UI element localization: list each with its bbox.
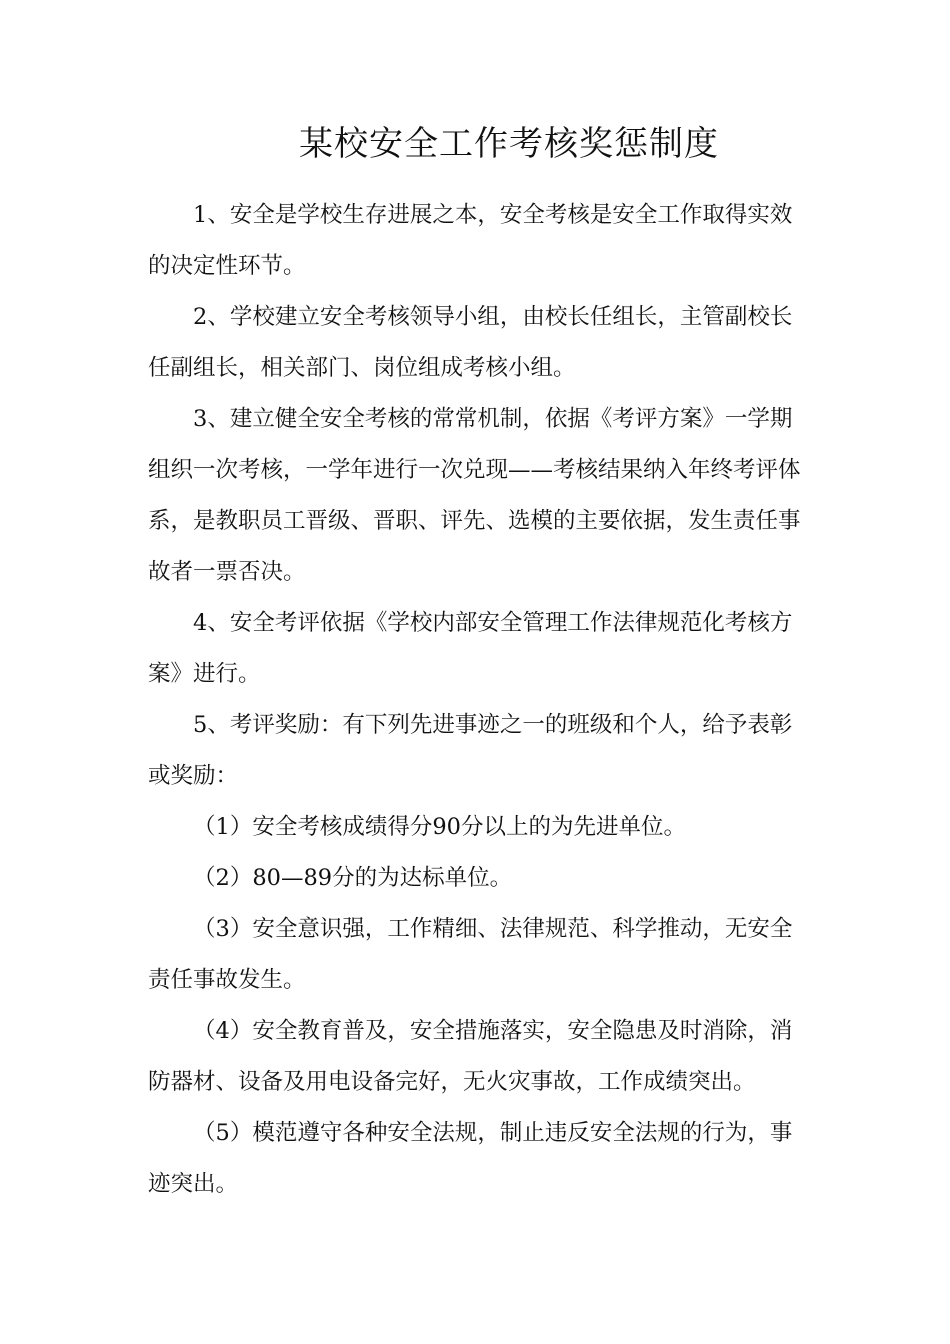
paragraph-line: 案》进行。 — [148, 661, 261, 687]
paragraph-5 — [148, 700, 808, 802]
reward-item-5 — [148, 1108, 808, 1210]
paragraph-line: 迹突出。 — [148, 1171, 239, 1197]
paragraph-line: 防器材、设备及用电设备完好，无火灾事故，工作成绩突出。 — [148, 1069, 756, 1095]
paragraph-line: （1）安全考核成绩得分90分以上的为先进单位。 — [193, 814, 686, 840]
paragraph-line: 2、学校建立安全考核领导小组，由校长任组长，主管副校长 — [193, 304, 793, 330]
paragraph-line: 任副组长，相关部门、岗位组成考核小组。 — [148, 355, 576, 381]
document-title: 某校安全工作考核奖惩制度 — [299, 124, 719, 164]
paragraph-2 — [148, 292, 808, 394]
paragraph-line: 的决定性环节。 — [148, 253, 306, 279]
paragraph-line: （3）安全意识强，工作精细、法律规范、科学推动，无安全 — [193, 916, 793, 942]
paragraph-line: 故者一票否决。 — [148, 559, 306, 585]
reward-item-2 — [148, 853, 808, 904]
paragraph-1 — [148, 190, 808, 292]
paragraph-line: 4、安全考评依据《学校内部安全管理工作法律规范化考核方 — [193, 610, 793, 636]
paragraph-4 — [148, 598, 808, 700]
paragraph-line: 3、建立健全安全考核的常常机制，依据《考评方案》一学期 — [193, 406, 793, 432]
reward-item-1 — [148, 802, 808, 853]
paragraph-line: 系，是教职员工晋级、晋职、评先、选模的主要依据，发生责任事 — [148, 508, 801, 534]
paragraph-line: （2）80—89分的为达标单位。 — [193, 865, 513, 891]
paragraph-line: 组织一次考核，一学年进行一次兑现——考核结果纳入年终考评体 — [148, 457, 801, 483]
paragraph-line: 5、考评奖励：有下列先进事迹之一的班级和个人，给予表彰 — [193, 712, 793, 738]
paragraph-line: （4）安全教育普及，安全措施落实，安全隐患及时消除，消 — [193, 1018, 793, 1044]
paragraph-line: 1、安全是学校生存进展之本，安全考核是安全工作取得实效 — [193, 202, 793, 228]
paragraph-3 — [148, 394, 808, 598]
document-body — [148, 190, 808, 1210]
reward-item-4 — [148, 1006, 808, 1108]
paragraph-line: （5）模范遵守各种安全法规，制止违反安全法规的行为，事 — [193, 1120, 793, 1146]
reward-item-3 — [148, 904, 808, 1006]
paragraph-line: 责任事故发生。 — [148, 967, 306, 993]
paragraph-line: 或奖励： — [148, 763, 239, 789]
